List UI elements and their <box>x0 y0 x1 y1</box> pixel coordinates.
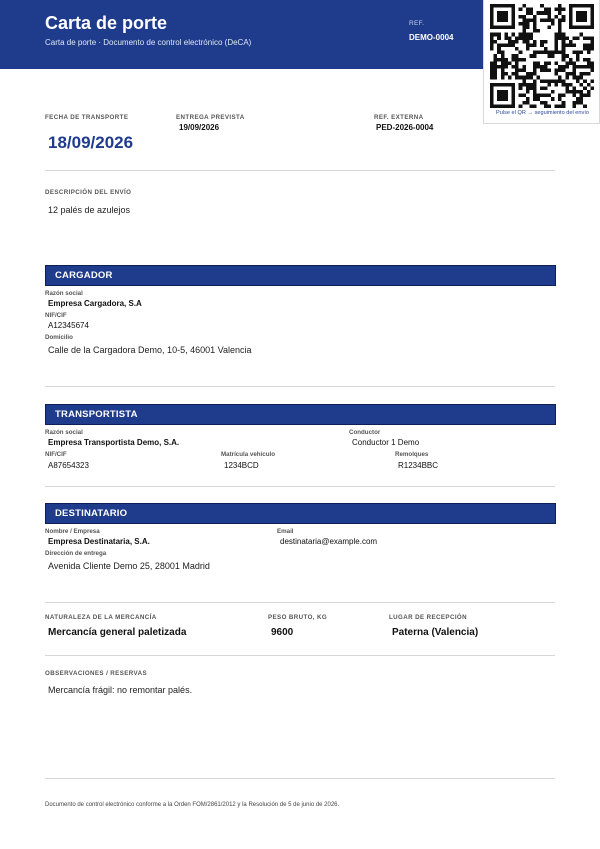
ref-externa-label: REF. EXTERNA <box>374 114 424 121</box>
destinatario-nombre-value: Empresa Destinataria, S.A. <box>48 537 150 546</box>
entrega-prevista-label: ENTREGA PREVISTA <box>176 114 245 121</box>
cargador-section-header <box>45 265 556 286</box>
cargador-razon-label: Razón social <box>45 290 83 297</box>
conductor-value: Conductor 1 Demo <box>352 438 420 447</box>
destinatario-nombre-label: Nombre / Empresa <box>45 528 100 535</box>
transportista-title: TRANSPORTISTA <box>55 409 138 420</box>
divider <box>45 655 555 656</box>
transportista-nif-value: A87654323 <box>48 461 89 470</box>
destinatario-title: DESTINATARIO <box>55 508 128 519</box>
direccion-entrega-label: Dirección de entrega <box>45 550 107 557</box>
document-title: Carta de porte <box>45 13 168 33</box>
destinatario-email-value[interactable]: destinataria@example.com <box>280 537 378 546</box>
peso-label: PESO BRUTO, KG <box>268 614 328 621</box>
ref-label: REF. <box>409 20 425 27</box>
direccion-entrega-value: Avenida Cliente Demo 25, 28001 Madrid <box>48 561 210 571</box>
cargador-title: CARGADOR <box>55 270 113 281</box>
divider <box>45 602 555 603</box>
observaciones-value: Mercancía frágil: no remontar palés. <box>48 685 193 695</box>
cargador-nif-value: A12345674 <box>48 321 89 330</box>
cargador-nif-label: NIF/CIF <box>45 312 67 319</box>
legal-footer: Documento de control electrónico conforme a la Orden FOM/2861/2012 y la Resolución de 5 de junio de 2026. <box>45 802 340 808</box>
qr-panel[interactable] <box>483 0 600 124</box>
transportista-razon-label: Razón social <box>45 429 83 436</box>
divider <box>45 486 555 487</box>
cargador-domicilio-label: Domicilio <box>45 334 73 341</box>
naturaleza-value: Mercancía general paletizada <box>48 627 187 638</box>
transportista-section-header <box>45 404 556 425</box>
divider <box>45 778 555 779</box>
remolques-label: Remolques <box>395 451 429 458</box>
peso-value: 9600 <box>271 627 294 638</box>
entrega-prevista-value: 19/09/2026 <box>179 123 220 132</box>
descripcion-label: DESCRIPCIÓN DEL ENVÍO <box>45 189 132 196</box>
document-subtitle: Carta de porte · Documento de control electrónico (DeCA) <box>45 38 252 47</box>
lugar-recepcion-value: Paterna (Valencia) <box>392 627 479 638</box>
qr-caption[interactable]: Pulse el QR → seguimiento del envío <box>496 110 589 116</box>
ref-externa-value: PED-2026-0004 <box>376 123 434 132</box>
destinatario-email-label: Email <box>277 528 294 535</box>
fecha-transporte-value: 18/09/2026 <box>48 133 134 152</box>
descripcion-value: 12 palés de azulejos <box>48 205 131 215</box>
observaciones-label: OBSERVACIONES / RESERVAS <box>45 670 147 677</box>
divider <box>45 170 555 171</box>
divider <box>45 386 555 387</box>
cargador-domicilio-value: Calle de la Cargadora Demo, 10-5, 46001 Valencia <box>48 345 252 355</box>
naturaleza-label: NATURALEZA DE LA MERCANCÍA <box>45 614 157 621</box>
destinatario-section-header <box>45 503 556 524</box>
conductor-label: Conductor <box>349 429 381 436</box>
matricula-label: Matrícula vehículo <box>221 451 275 458</box>
fecha-transporte-label: FECHA DE TRANSPORTE <box>45 114 129 121</box>
lugar-recepcion-label: LUGAR DE RECEPCIÓN <box>389 614 468 621</box>
ref-value: DEMO-0004 <box>409 33 454 42</box>
cargador-razon-value: Empresa Cargadora, S.A <box>48 299 142 308</box>
qr-code-icon[interactable] <box>490 4 594 108</box>
transportista-nif-label: NIF/CIF <box>45 451 67 458</box>
matricula-value: 1234BCD <box>224 461 259 470</box>
transportista-razon-value: Empresa Transportista Demo, S.A. <box>48 438 180 447</box>
remolques-value: R1234BBC <box>398 461 439 470</box>
